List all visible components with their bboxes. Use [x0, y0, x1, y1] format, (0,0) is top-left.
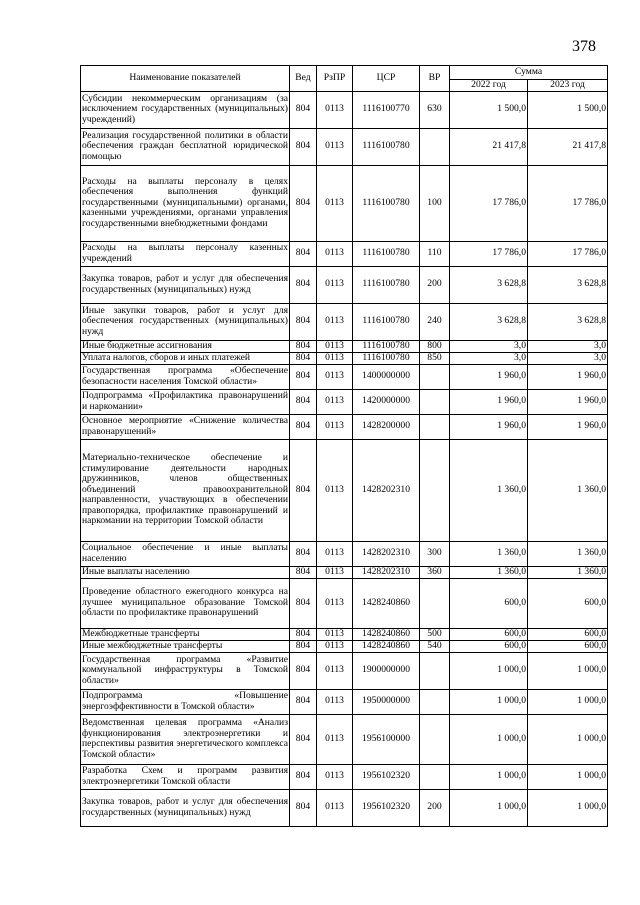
row-rzpr: 0113 — [317, 714, 353, 764]
row-vr: 240 — [420, 303, 450, 340]
row-csr: 1900000000 — [353, 652, 420, 689]
row-sum-2023: 1 960,0 — [528, 364, 608, 389]
row-csr: 1428202310 — [353, 566, 420, 578]
row-name: Материально-техническое обеспечение и стимулирование деятельности народных дружинников, членов общественных объединений правоохранительной направленности, участвующих в обеспечении правопорядка, профилактике правонарушений и наркомании на территории Томской области — [81, 439, 290, 541]
row-sum-2023: 3 628,8 — [528, 303, 608, 340]
row-sum-2022: 1 960,0 — [450, 414, 528, 439]
row-rzpr: 0113 — [317, 266, 353, 303]
table-row — [81, 165, 608, 241]
row-vr: 300 — [420, 541, 450, 566]
table-row — [81, 241, 608, 266]
row-rzpr: 0113 — [317, 628, 353, 640]
row-csr: 1428240860 — [353, 578, 420, 628]
row-sum-2023: 3,0 — [528, 352, 608, 364]
row-sum-2023: 1 360,0 — [528, 439, 608, 541]
row-csr: 1116100780 — [353, 352, 420, 364]
row-sum-2022: 17 786,0 — [450, 241, 528, 266]
row-sum-2022: 1 960,0 — [450, 389, 528, 414]
row-csr: 1956102320 — [353, 764, 420, 789]
row-ved: 804 — [290, 652, 317, 689]
table-row — [81, 764, 608, 789]
row-csr: 1420000000 — [353, 389, 420, 414]
row-sum-2022: 3 628,8 — [450, 303, 528, 340]
row-ved: 804 — [290, 566, 317, 578]
row-sum-2023: 1 000,0 — [528, 714, 608, 764]
row-rzpr: 0113 — [317, 128, 353, 165]
row-csr: 1116100780 — [353, 165, 420, 241]
table-row — [81, 364, 608, 389]
table-row — [81, 640, 608, 652]
table-row — [81, 439, 608, 541]
row-ved: 804 — [290, 578, 317, 628]
row-csr: 1428240860 — [353, 628, 420, 640]
table-row — [81, 566, 608, 578]
row-vr — [420, 714, 450, 764]
row-rzpr: 0113 — [317, 352, 353, 364]
row-name: Основное мероприятие «Снижение количества правонарушений» — [81, 414, 290, 439]
row-name: Расходы на выплаты персоналу казенных учреждений — [81, 241, 290, 266]
header-name: Наименование показателей — [81, 66, 290, 92]
row-name: Подпрограмма «Повышение энергоэффективности в Томской области» — [81, 689, 290, 714]
row-name: Государственная программа «Обеспечение безопасности населения Томской области» — [81, 364, 290, 389]
row-ved: 804 — [290, 628, 317, 640]
row-csr: 1428200000 — [353, 414, 420, 439]
row-ved: 804 — [290, 789, 317, 826]
row-sum-2022: 1 000,0 — [450, 714, 528, 764]
table-row — [81, 266, 608, 303]
row-rzpr: 0113 — [317, 241, 353, 266]
row-ved: 804 — [290, 439, 317, 541]
table-row — [81, 652, 608, 689]
row-vr: 110 — [420, 241, 450, 266]
row-sum-2022: 1 500,0 — [450, 91, 528, 128]
row-rzpr: 0113 — [317, 364, 353, 389]
header-ved: Вед — [290, 66, 317, 92]
header-year-2022: 2022 год — [450, 80, 528, 92]
table-row — [81, 128, 608, 165]
row-rzpr: 0113 — [317, 541, 353, 566]
row-rzpr: 0113 — [317, 789, 353, 826]
row-rzpr: 0113 — [317, 652, 353, 689]
row-name: Закупка товаров, работ и услуг для обеспечения государственных (муниципальных) нужд — [81, 789, 290, 826]
row-vr — [420, 764, 450, 789]
row-sum-2022: 1 000,0 — [450, 789, 528, 826]
row-vr: 630 — [420, 91, 450, 128]
row-ved: 804 — [290, 241, 317, 266]
row-rzpr: 0113 — [317, 91, 353, 128]
row-sum-2023: 1 000,0 — [528, 789, 608, 826]
row-sum-2022: 3 628,8 — [450, 266, 528, 303]
row-sum-2022: 1 360,0 — [450, 541, 528, 566]
row-name: Подпрограмма «Профилактика правонарушений и наркомании» — [81, 389, 290, 414]
row-rzpr: 0113 — [317, 439, 353, 541]
table-body — [81, 91, 608, 826]
row-vr: 100 — [420, 165, 450, 241]
budget-table — [80, 65, 608, 827]
row-rzpr: 0113 — [317, 764, 353, 789]
table-row — [81, 303, 608, 340]
row-sum-2022: 1 360,0 — [450, 566, 528, 578]
row-vr: 800 — [420, 340, 450, 352]
row-name: Иные закупки товаров, работ и услуг для обеспечения государственных (муниципальных) нужд — [81, 303, 290, 340]
row-ved: 804 — [290, 303, 317, 340]
row-vr — [420, 439, 450, 541]
row-sum-2022: 1 360,0 — [450, 439, 528, 541]
table-row — [81, 689, 608, 714]
row-sum-2022: 1 000,0 — [450, 764, 528, 789]
row-rzpr: 0113 — [317, 303, 353, 340]
row-name: Расходы на выплаты персоналу в целях обеспечения выполнения функций государственными (муниципальными) органами, казенными учреждениями, органами управления государственными внебюджетными фондами — [81, 165, 290, 241]
table-row — [81, 352, 608, 364]
row-name: Иные межбюджетные трансферты — [81, 640, 290, 652]
row-sum-2023: 17 786,0 — [528, 165, 608, 241]
row-name: Иные выплаты населению — [81, 566, 290, 578]
row-vr — [420, 389, 450, 414]
row-sum-2022: 17 786,0 — [450, 165, 528, 241]
row-ved: 804 — [290, 266, 317, 303]
row-ved: 804 — [290, 640, 317, 652]
row-rzpr: 0113 — [317, 340, 353, 352]
row-sum-2023: 600,0 — [528, 640, 608, 652]
row-sum-2023: 3,0 — [528, 340, 608, 352]
row-ved: 804 — [290, 364, 317, 389]
row-csr: 1950000000 — [353, 689, 420, 714]
table-row — [81, 340, 608, 352]
row-sum-2022: 1 960,0 — [450, 364, 528, 389]
row-csr: 1956102320 — [353, 789, 420, 826]
header-year-2023: 2023 год — [528, 80, 608, 92]
row-sum-2022: 600,0 — [450, 628, 528, 640]
row-vr — [420, 364, 450, 389]
row-rzpr: 0113 — [317, 414, 353, 439]
row-ved: 804 — [290, 128, 317, 165]
header-sum: Сумма — [450, 66, 608, 80]
row-csr: 1400000000 — [353, 364, 420, 389]
row-csr: 1116100780 — [353, 303, 420, 340]
row-csr: 1116100780 — [353, 340, 420, 352]
row-sum-2022: 1 000,0 — [450, 689, 528, 714]
page-number: 378 — [572, 38, 596, 55]
row-csr: 1428202310 — [353, 439, 420, 541]
table-row — [81, 578, 608, 628]
row-name: Иные бюджетные ассигнования — [81, 340, 290, 352]
row-sum-2022: 1 000,0 — [450, 652, 528, 689]
table-row — [81, 714, 608, 764]
row-vr: 200 — [420, 266, 450, 303]
row-sum-2022: 600,0 — [450, 640, 528, 652]
row-sum-2022: 21 417,8 — [450, 128, 528, 165]
header-vr: ВР — [420, 66, 450, 92]
table-header — [81, 66, 608, 92]
row-vr — [420, 578, 450, 628]
row-name: Уплата налогов, сборов и иных платежей — [81, 352, 290, 364]
row-ved: 804 — [290, 340, 317, 352]
table-row — [81, 389, 608, 414]
row-ved: 804 — [290, 352, 317, 364]
row-sum-2023: 1 500,0 — [528, 91, 608, 128]
row-vr: 360 — [420, 566, 450, 578]
row-name: Субсидии некоммерческим организациям (за исключением государственных (муниципальных) учреждений) — [81, 91, 290, 128]
row-vr: 850 — [420, 352, 450, 364]
row-rzpr: 0113 — [317, 165, 353, 241]
row-csr: 1428202310 — [353, 541, 420, 566]
row-vr — [420, 689, 450, 714]
row-name: Реализация государственной политики в области обеспечения граждан бесплатной юридической помощью — [81, 128, 290, 165]
row-sum-2023: 1 000,0 — [528, 652, 608, 689]
row-sum-2022: 600,0 — [450, 578, 528, 628]
table-row — [81, 628, 608, 640]
row-ved: 804 — [290, 689, 317, 714]
row-vr: 540 — [420, 640, 450, 652]
row-name: Социальное обеспечение и иные выплаты населению — [81, 541, 290, 566]
table-row — [81, 414, 608, 439]
row-sum-2023: 1 960,0 — [528, 414, 608, 439]
row-sum-2023: 600,0 — [528, 628, 608, 640]
row-vr — [420, 128, 450, 165]
row-name: Государственная программа «Развитие коммунальной инфраструктуры в Томской области» — [81, 652, 290, 689]
row-rzpr: 0113 — [317, 640, 353, 652]
row-vr — [420, 652, 450, 689]
row-sum-2023: 1 960,0 — [528, 389, 608, 414]
row-vr: 500 — [420, 628, 450, 640]
row-name: Закупка товаров, работ и услуг для обеспечения государственных (муниципальных) нужд — [81, 266, 290, 303]
row-vr: 200 — [420, 789, 450, 826]
row-ved: 804 — [290, 91, 317, 128]
row-ved: 804 — [290, 414, 317, 439]
row-name: Ведомственная целевая программа «Анализ функционирования электроэнергетики и перспективы развития энергетического комплекса Томской области» — [81, 714, 290, 764]
row-rzpr: 0113 — [317, 566, 353, 578]
header-rzpr: РзПР — [317, 66, 353, 92]
row-sum-2023: 600,0 — [528, 578, 608, 628]
row-sum-2023: 3 628,8 — [528, 266, 608, 303]
row-sum-2022: 3,0 — [450, 340, 528, 352]
row-ved: 804 — [290, 389, 317, 414]
row-sum-2023: 1 360,0 — [528, 541, 608, 566]
row-name: Межбюджетные трансферты — [81, 628, 290, 640]
row-csr: 1956100000 — [353, 714, 420, 764]
table-row — [81, 91, 608, 128]
row-ved: 804 — [290, 714, 317, 764]
row-sum-2023: 1 000,0 — [528, 764, 608, 789]
row-rzpr: 0113 — [317, 389, 353, 414]
row-sum-2023: 1 000,0 — [528, 689, 608, 714]
row-ved: 804 — [290, 541, 317, 566]
row-rzpr: 0113 — [317, 689, 353, 714]
row-ved: 804 — [290, 165, 317, 241]
row-sum-2023: 17 786,0 — [528, 241, 608, 266]
row-rzpr: 0113 — [317, 578, 353, 628]
row-csr: 1428240860 — [353, 640, 420, 652]
row-csr: 1116100780 — [353, 128, 420, 165]
row-ved: 804 — [290, 764, 317, 789]
header-csr: ЦСР — [353, 66, 420, 92]
row-csr: 1116100770 — [353, 91, 420, 128]
row-csr: 1116100780 — [353, 266, 420, 303]
row-vr — [420, 414, 450, 439]
table-row — [81, 541, 608, 566]
table-row — [81, 789, 608, 826]
row-sum-2022: 3,0 — [450, 352, 528, 364]
row-name: Разработка Схем и программ развития электроэнергетики Томской области — [81, 764, 290, 789]
row-name: Проведение областного ежегодного конкурса на лучшее муниципальное образование Томской области по профилактике правонарушений — [81, 578, 290, 628]
row-sum-2023: 1 360,0 — [528, 566, 608, 578]
row-sum-2023: 21 417,8 — [528, 128, 608, 165]
row-csr: 1116100780 — [353, 241, 420, 266]
